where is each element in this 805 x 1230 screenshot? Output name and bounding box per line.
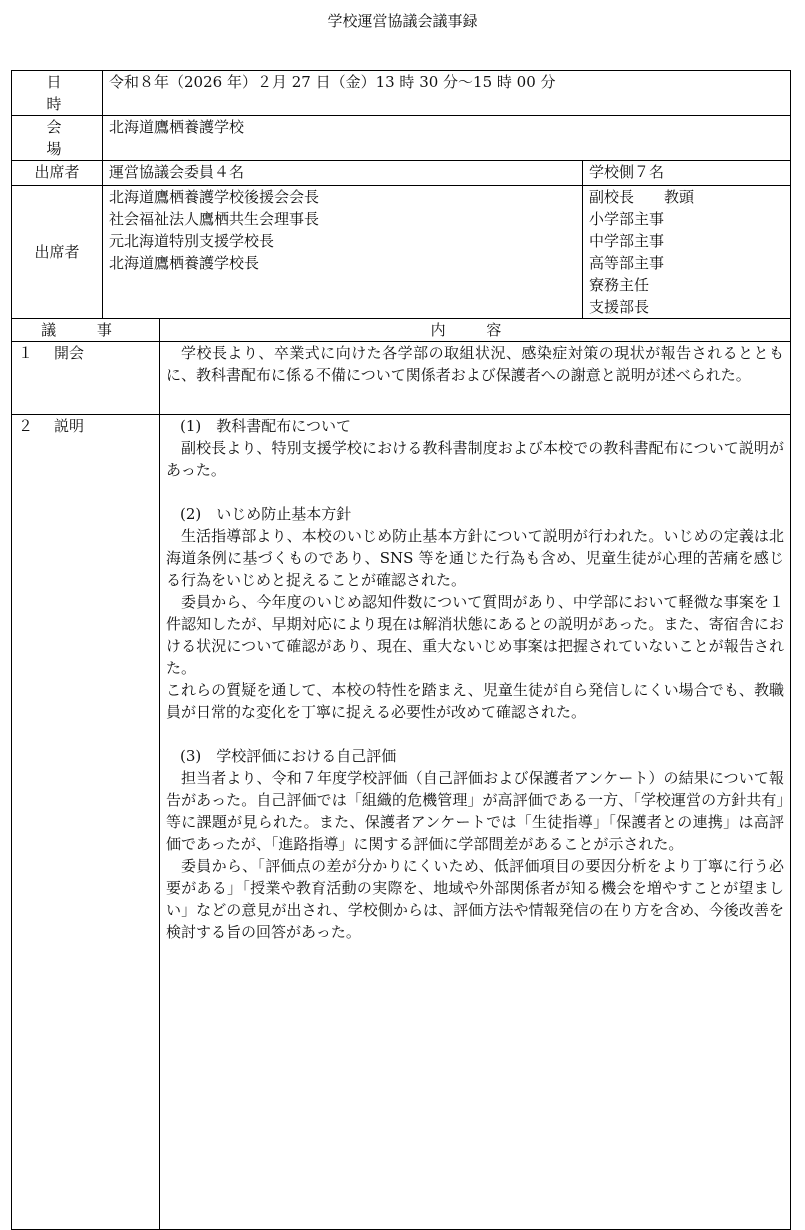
date-row	[12, 71, 791, 116]
document-title: 学校運営協議会議事録	[327, 12, 478, 30]
explanation-row	[12, 415, 791, 1230]
committee-member: 元北海道特別支援学校長	[109, 232, 275, 250]
opening-number: １	[18, 344, 34, 362]
opening-label-cell	[12, 342, 160, 415]
school-member: 支援部長	[589, 298, 650, 316]
explanation-label-cell	[12, 415, 160, 1230]
subsection-1-heading: (1) 教科書配布について	[180, 417, 351, 435]
school-member: 寮務主任	[589, 276, 650, 294]
date-value: 令和８年（2026 年）２月 27 日（金）13 時 30 分〜15 時 00 分	[103, 71, 791, 116]
subsection-3-heading: (3) 学校評価における自己評価	[180, 747, 397, 765]
subsection-2-text-3: これらの質疑を通して、本校の特性を踏まえ、児童生徒が自ら発信しにくい場合でも、教職員が日常的な変化を丁寧に捉える必要性が改めて確認された。	[166, 681, 785, 721]
school-member: 中学部主事	[589, 232, 665, 250]
school-members	[583, 186, 791, 319]
committee-member: 北海道鷹栖養護学校長	[109, 254, 260, 272]
attendees-list-row	[12, 186, 791, 319]
explanation-number: ２	[18, 417, 34, 435]
venue-row	[12, 116, 791, 161]
agenda-content-header: 内 容	[160, 319, 791, 342]
committee-members	[103, 186, 583, 319]
explanation-content	[160, 415, 791, 1230]
school-member: 高等部主事	[589, 254, 665, 272]
date-label: 日 時	[12, 71, 103, 116]
attendees-label: 出席者	[12, 161, 103, 186]
subsection-2-text-2: 委員から、今年度のいじめ認知件数について質問があり、中学部において軽微な事案を１件認知したが、早期対応により現在は解消状態にあるとの説明があった。また、寄宿舎における状況について確認があり、現在、重大ないじめ事案は把握されていないことが報告された。	[166, 593, 785, 677]
school-member: 小学部主事	[589, 210, 665, 228]
agenda-item-header: 議 事	[12, 319, 160, 342]
opening-content	[160, 342, 791, 415]
attendees-label-2: 出席者	[12, 186, 103, 319]
venue-label: 会 場	[12, 116, 103, 161]
subsection-2-text-1: 生活指導部より、本校のいじめ防止基本方針について説明が行われた。いじめの定義は北海道条例に基づくものであり、SNS 等を通じた行為も含め、児童生徒が心理的苦痛を感じる行為をいじめと捉えることが確認された。	[166, 527, 785, 589]
committee-member: 社会福祉法人鷹栖共生会理事長	[109, 210, 320, 228]
subsection-1-text: 副校長より、特別支援学校における教科書制度および本校での教科書配布について説明があった。	[166, 439, 785, 479]
opening-row	[12, 342, 791, 415]
spacer	[166, 481, 784, 503]
subsection-3-text-2: 委員から、「評価点の差が分かりにくいため、低評価項目の要因分析をより丁寧に行う必要がある」「授業や教育活動の実際を、地域や外部関係者が知る機会を増やすことが望ましい」などの意見が出され、学校側からは、評価方法や情報発信の在り方を含め、今後改善を検討する旨の回答があった。	[166, 857, 785, 941]
school-header: 学校側７名	[583, 161, 791, 186]
committee-header: 運営協議会委員４名	[103, 161, 583, 186]
school-member: 副校長 教頭	[589, 188, 695, 206]
minutes-table	[11, 70, 791, 1230]
subsection-2-heading: (2) いじめ防止基本方針	[180, 505, 352, 523]
opening-label: 開会	[54, 344, 85, 362]
committee-member: 北海道鷹栖養護学校後援会会長	[109, 188, 320, 206]
opening-text: 学校長より、卒業式に向けた各学部の取組状況、感染症対策の現状が報告されるとともに、教科書配布に係る不備について関係者および保護者への謝意と説明が述べられた。	[166, 344, 785, 384]
explanation-label: 説明	[54, 417, 85, 435]
subsection-3-text-1: 担当者より、令和７年度学校評価（自己評価および保護者アンケート）の結果について報告があった。自己評価では「組織的危機管理」が高評価である一方、「学校運営の方針共有」等に課題が見られた。また、保護者アンケートでは「生徒指導」「保護者との連携」は高評価であったが、「進路指導」に関する評価に学部間差があることが示された。	[166, 769, 785, 853]
venue-value: 北海道鷹栖養護学校	[103, 116, 791, 161]
attendees-header-row	[12, 161, 791, 186]
agenda-header-row	[12, 319, 791, 342]
spacer	[166, 723, 784, 745]
